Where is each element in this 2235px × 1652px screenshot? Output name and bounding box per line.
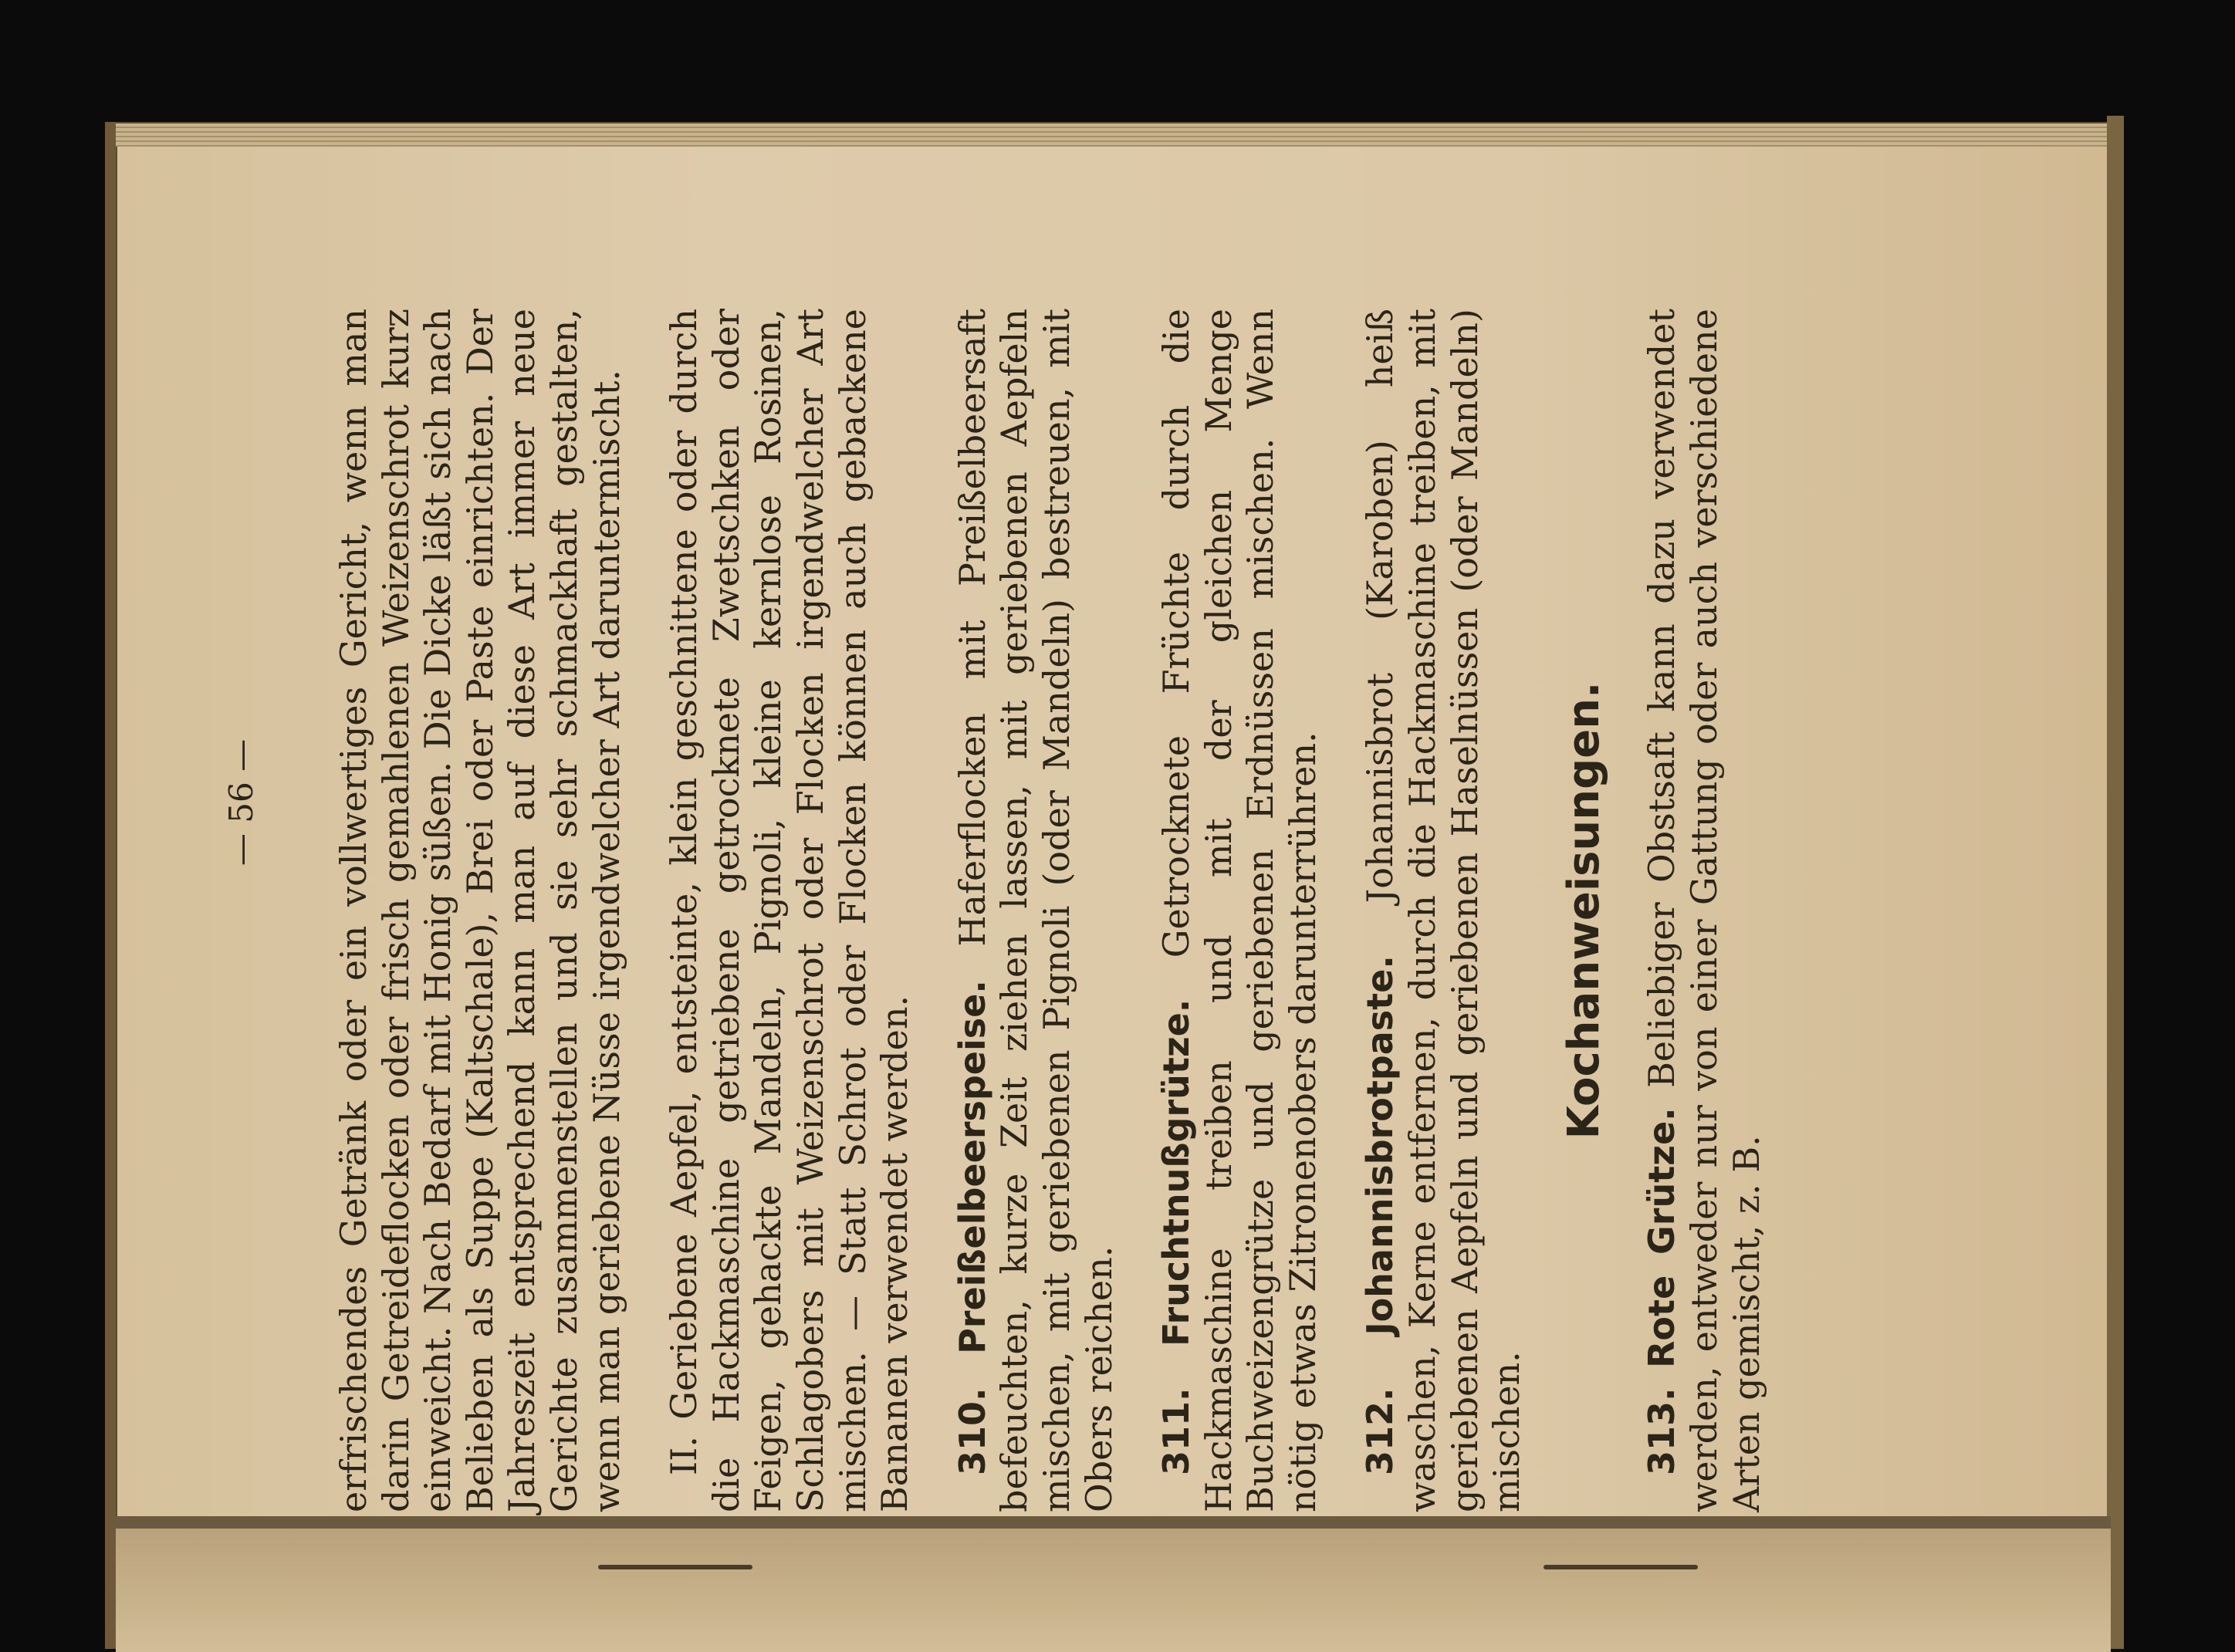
recipe-311	[1155, 309, 1324, 1512]
facing-page	[116, 1529, 2111, 1652]
recipe-title: Rote Grütze.	[1641, 1107, 1683, 1369]
recipe-text: Getrocknete Früchte durch die Hackmaschine treiben und mit der gleichen Menge Buchweizengrütze und geriebenen Erdnüssen mischen. Wenn nötig etwas Zitronenobers darunterrühren.	[1155, 309, 1324, 1512]
recipe-number: 313.	[1641, 1387, 1683, 1475]
recipe-number: 311.	[1155, 1387, 1198, 1475]
recipe-text: Beliebiger Obstsaft kann dazu verwendet werden, entweder nur von einer Gattung oder auch verschiedene Arten gemischt, z. B.	[1641, 308, 1767, 1512]
binding-stitch	[1544, 1565, 1698, 1569]
recipe-312	[1359, 309, 1527, 1512]
page-stack-edge	[116, 123, 2111, 147]
recipe-text: Johannisbrot (Karoben) heiß waschen, Kerne entfernen, durch die Hackmaschine treiben, mit geriebenen Aepfeln und geriebenen Haselnüssen (oder Mandeln) mischen.	[1359, 309, 1528, 1512]
recipe-text: Haferflocken mit Preißelbeersaft befeuchten, kurze Zeit ziehen lassen, mit geriebenen Aepfeln mischen, mit geriebenen Pignoli (oder Mandeln) bestreuen, mit Obers reichen.	[951, 309, 1120, 1512]
page-text-block	[297, 308, 1767, 1512]
recipe-title: Preißelbeerspeise.	[951, 980, 993, 1354]
page-number: — 56 —	[222, 738, 260, 867]
section-heading: Kochanweisungen.	[1558, 681, 1609, 1140]
intro-paragraph: erfrischendes Getränk oder ein vollwertiges Gericht, wenn man darin Getreideflocken oder frisch gemahlenen Weizenschrot kurz einweicht. Nach Bedarf mit Honig süßen. Die Dicke läßt sich nach Belieben als Suppe (Kaltschale), Brei oder Paste einrichten. Der Jahreszeit entsprechend kann man auf diese Art immer neue Gerichte zusammenstellen und sie sehr schmackhaft gestalten, wenn man geriebene Nüsse irgendwelcher Art daruntermischt.	[333, 309, 627, 1512]
book-right-edge	[2107, 116, 2124, 1649]
recipe-title: Fruchtnußgrütze.	[1155, 998, 1198, 1347]
recipe-number: 310.	[951, 1387, 993, 1475]
book-gutter	[116, 1516, 2111, 1529]
recipe-313	[1641, 309, 1767, 1512]
recipe-number: 312.	[1359, 1387, 1402, 1475]
paragraph-ii: II. Geriebene Aepfel, entsteinte, klein geschnittene oder durch die Hackmaschine getriebene getrocknete Zwetschken oder Feigen, gehackte Mandeln, Pignoli, kleine kernlose Rosinen, Schlagobers mit Weizenschrot oder Flocken irgendwelcher Art mischen. — Statt Schrot oder Flocken können auch gebackene Bananen verwendet werden.	[663, 309, 916, 1512]
binding-stitch	[598, 1565, 752, 1569]
recipe-310	[952, 309, 1120, 1512]
recipe-title: Johannisbrotpaste.	[1359, 955, 1402, 1336]
